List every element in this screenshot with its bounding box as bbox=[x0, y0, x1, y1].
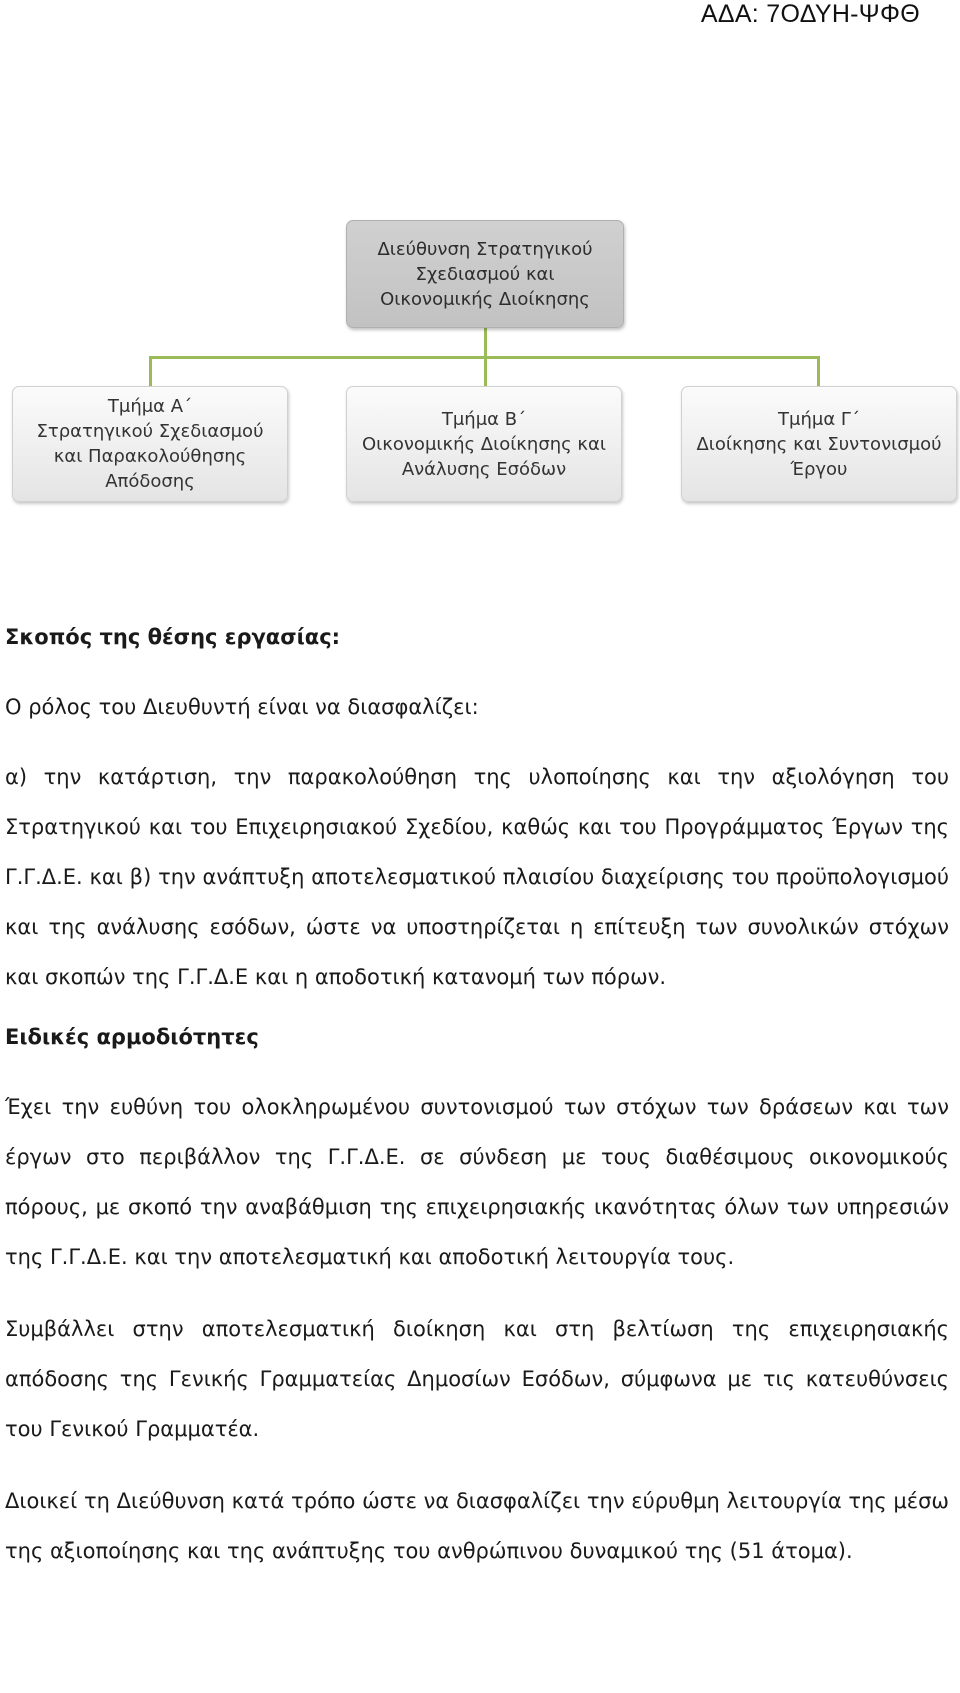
competencies-heading: Ειδικές αρμοδιότητες bbox=[5, 1025, 259, 1049]
connector-vertical-middle bbox=[484, 356, 487, 386]
org-box-department-b: Τμήμα Β΄ Οικονομικής Διοίκησης και Ανάλυσης Εσόδων bbox=[346, 386, 622, 502]
competency-paragraph-1: Έχει την ευθύνη του ολοκληρωμένου συντονισμού των στόχων των δράσεων και των έργων στο περιβάλλον της Γ.Γ.Δ.Ε. σε σύνδεση με τους διαθέσιμους οικονομικούς πόρους, με σκοπό την αναβάθμιση της επιχειρησιακής ικανότητας όλων των υπηρεσιών της Γ.Γ.Δ.Ε. και την αποτελεσματική και αποδοτική λειτουργία τους. bbox=[5, 1095, 949, 1269]
connector-vertical-top bbox=[484, 328, 487, 358]
org-chart bbox=[0, 0, 960, 520]
competency-paragraph-3: Διοικεί τη Διεύθυνση κατά τρόπο ώστε να διασφαλίζει την εύρυθμη λειτουργία της μέσω της αξιοποίησης και της ανάπτυξης του ανθρώπινου δυναμικού της (51 άτομα). bbox=[5, 1489, 949, 1563]
document-body bbox=[5, 612, 949, 1576]
org-box-department-c: Τμήμα Γ΄ Διοίκησης και Συντονισμού Έργου bbox=[681, 386, 957, 502]
org-box-department-a: Τμήμα Α΄ Στρατηγικού Σχεδιασμού και Παρακολούθησης Απόδοσης bbox=[12, 386, 288, 502]
role-intro: Ο ρόλος του Διευθυντή είναι να διασφαλίζει: bbox=[5, 695, 479, 719]
role-text: α) την κατάρτιση, την παρακολούθηση της υλοποίησης και την αξιολόγηση του Στρατηγικού και του Επιχειρησιακού Σχεδίου, καθώς και του Προγράμματος Έργων της Γ.Γ.Δ.Ε. και β) την ανάπτυξη αποτελεσματικού πλαισίου διαχείρισης του προϋπολογισμού και της ανάλυσης εσόδων, ώστε να υποστηρίζεται η επίτευξη των συνολικών στόχων και σκοπών της Γ.Γ.Δ.Ε και η αποδοτική κατανομή των πόρων. bbox=[5, 765, 949, 989]
ada-code: ΑΔΑ: 7ΟΔΥΗ-ΨΦΘ bbox=[700, 0, 920, 28]
purpose-heading: Σκοπός της θέσης εργασίας: bbox=[5, 625, 341, 649]
org-box-directorate: Διεύθυνση Στρατηγικού Σχεδιασμού και Οικονομικής Διοίκησης bbox=[346, 220, 624, 328]
connector-vertical-left bbox=[149, 356, 152, 386]
connector-vertical-right bbox=[817, 356, 820, 386]
competency-paragraph-2: Συμβάλλει στην αποτελεσματική διοίκηση και στη βελτίωση της επιχειρησιακής απόδοσης της Γενικής Γραμματείας Δημοσίων Εσόδων, σύμφωνα με τις κατευθύνσεις του Γενικού Γραμματέα. bbox=[5, 1317, 949, 1441]
